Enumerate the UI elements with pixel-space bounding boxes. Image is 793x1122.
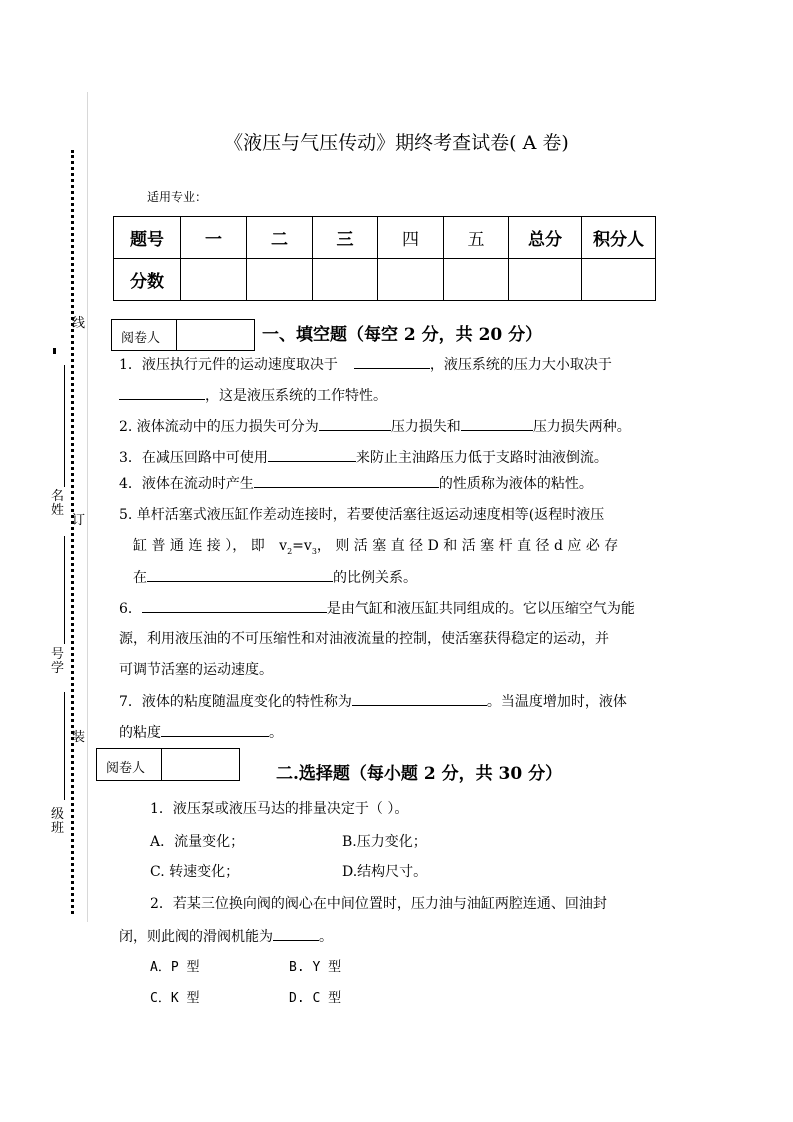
s2-q2-text-c: 。	[319, 929, 333, 945]
binding-margin-line	[87, 92, 88, 922]
score-table-header-row	[114, 217, 656, 259]
q3-text-a: 3．在减压回路中可使用	[119, 450, 268, 466]
q1-text-b: ，液压系统的压力大小取决于	[429, 357, 612, 373]
header-cell-5: 五	[444, 217, 509, 259]
header-cell-3: 三	[313, 217, 378, 259]
s2-q2-text-b: 闭，则此阀的滑阀机能为	[119, 929, 273, 945]
section1-reviewer-label: 阅卷人	[121, 331, 161, 346]
s2-q1-option-a: A．流量变化；	[150, 834, 245, 850]
s2-q2-option-a: A．P 型	[150, 960, 200, 975]
binding-tick	[53, 348, 56, 354]
score-row-label: 分数	[114, 259, 181, 301]
q5-line2	[133, 535, 618, 556]
section1-reviewer-box	[111, 319, 255, 351]
section1-title: 一、填空题（每空 2 分，共 20 分）	[262, 325, 543, 345]
q4-text-b: 的性质称为液体的粘性。	[438, 476, 593, 492]
score-table	[113, 216, 656, 301]
name-label: 名姓	[51, 489, 65, 518]
q2-text-a: 2. 液体流动中的压力损失可分为	[119, 419, 319, 435]
s2-q2-option-c: C．K 型	[150, 991, 200, 1006]
q1-text-c: ，这是液压系统的工作特性。	[205, 388, 387, 404]
section2-reviewer-box	[96, 748, 240, 781]
header-cell-1: 一	[181, 217, 247, 259]
q7-blank-2[interactable]	[161, 721, 269, 737]
q2-blank-2[interactable]	[461, 415, 533, 431]
q3-text-b: 来防止主油路压力低于支路时油液倒流。	[355, 450, 608, 466]
score-cell-4[interactable]	[378, 259, 444, 301]
q6-line1	[119, 597, 635, 618]
q5-text-c1: 在	[133, 570, 147, 586]
q5-formula: $v_2=v_3$	[279, 538, 317, 556]
section2-reviewer-label: 阅卷人	[106, 761, 146, 776]
q7-text-b: 。当温度增加时，液体	[486, 694, 627, 710]
s2-q1: 1．液压泵或液压马达的排量决定于（ ）。	[150, 801, 409, 817]
q3-line	[119, 446, 608, 467]
q5-text-b1: 缸 普 通 连 接 ）， 即	[133, 538, 265, 554]
q5-line1: 5. 单杆活塞式液压缸作差动连接时，若要使活塞往返运动速度相等(返程时液压	[119, 507, 605, 523]
q5-line3	[133, 566, 417, 587]
s2-q2-line2	[119, 925, 333, 946]
score-cell-1[interactable]	[181, 259, 247, 301]
score-cell-scorer[interactable]	[582, 259, 656, 301]
score-table-score-row	[114, 259, 656, 301]
score-cell-total[interactable]	[509, 259, 582, 301]
q5-blank[interactable]	[147, 566, 333, 582]
q6-line3: 可调节活塞的运动速度。	[119, 662, 273, 678]
s2-q2-option-d: D. C 型	[289, 991, 342, 1006]
binding-vline-2	[64, 536, 65, 644]
q6-line2: 源，利用液压油的不可压缩性和对油液流量的控制，使活塞获得稳定的运动，并	[119, 631, 609, 647]
q2-blank-1[interactable]	[319, 415, 391, 431]
s2-q2-option-b: B. Y 型	[289, 960, 342, 975]
s2-q2-blank[interactable]	[273, 925, 319, 941]
class-label: 级班	[51, 807, 65, 836]
q7-text-a: 7．液体的粘度随温度变化的特性称为	[119, 694, 352, 710]
q1-text-a: 1．液压执行元件的运动速度取决于	[119, 357, 338, 373]
student-id-label: 号学	[51, 647, 65, 676]
header-cell-4: 四	[378, 217, 444, 259]
s2-q2-line1: 2．若某三位换向阀的阀心在中间位置时，压力油与油缸两腔连通、回油封	[150, 896, 607, 912]
q5-text-c2: 的比例关系。	[333, 570, 417, 586]
header-cell-scorer: 积分人	[582, 217, 656, 259]
q4-line	[119, 472, 593, 493]
q6-text-b: 是由气缸和液压缸共同组成的。它以压缩空气为能	[326, 601, 635, 617]
binding-dotted-line	[71, 150, 78, 914]
binding-char-xian: 线	[72, 316, 86, 331]
header-cell-2: 二	[247, 217, 313, 259]
score-cell-2[interactable]	[247, 259, 313, 301]
q1-line2	[119, 384, 387, 405]
s2-q1-option-d: D.结构尺寸。	[342, 864, 428, 880]
q6-blank[interactable]	[142, 597, 327, 613]
q6-text-a: 6．	[119, 601, 142, 617]
score-cell-3[interactable]	[313, 259, 378, 301]
header-cell-total: 总分	[509, 217, 582, 259]
binding-char-zhuang: 装	[72, 730, 86, 745]
q2-text-c: 压力损失两种。	[532, 419, 631, 435]
score-cell-5[interactable]	[444, 259, 509, 301]
q7-blank-1[interactable]	[352, 690, 487, 706]
q4-text-a: 4．液体在流动时产生	[119, 476, 254, 492]
s2-q1-option-c: C. 转速变化；	[150, 864, 240, 880]
q1-blank-2[interactable]	[119, 384, 205, 400]
q4-blank[interactable]	[254, 472, 439, 488]
q7-text-c: 的粘度	[119, 725, 161, 741]
section2-title: 二.选择题（每小题 2 分，共 30 分）	[276, 764, 563, 784]
q7-line2	[119, 721, 283, 742]
q2-text-b: 压力损失和	[390, 419, 461, 435]
q5-text-b2: ， 则 活 塞 直 径 D 和 活 塞 杆 直 径 d 应 必 存	[316, 538, 619, 554]
binding-vline-1	[64, 365, 65, 487]
q7-line1	[119, 690, 627, 711]
exam-title: 《液压与气压传动》期终考查试卷( A 卷)	[224, 132, 569, 154]
binding-char-ding: 订	[72, 513, 86, 528]
header-cell-number: 题号	[114, 217, 181, 259]
q3-blank[interactable]	[268, 446, 356, 462]
s2-q1-option-b: B.压力变化；	[342, 834, 427, 850]
binding-vline-3	[64, 692, 65, 800]
q2-line	[119, 415, 631, 436]
q1-line1	[119, 353, 612, 374]
q1-blank-1[interactable]	[354, 353, 430, 369]
major-label: 适用专业：	[147, 190, 208, 204]
q7-text-d: 。	[269, 725, 283, 741]
